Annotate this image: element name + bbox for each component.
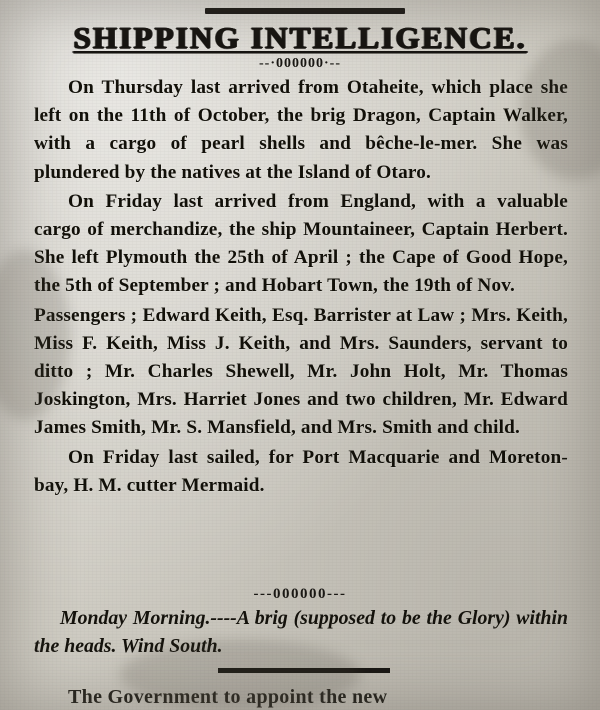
paragraph-mountaineer: On Friday last arrived from England, with a valuable cargo of merchandize, the ship Mountaineer, Captain Herbert. She left Plymouth the 25th of April ; the Cape of Good Hope, the 5th of September ; and Hobart Town, the 19th of Nov. — [34, 190, 568, 297]
paragraph-dragon: On Thursday last arrived from Otaheite, which place she left on the 11th of October, the brig Dragon, Captain Walker, with a cargo of pearl shells and bêche-le-mer. She was plundered by the natives at the Island of Otaro. — [34, 77, 568, 183]
bottom-divider-rule — [218, 668, 390, 673]
ornament-top: --·000000·-- — [259, 56, 341, 71]
closing-note-text: Monday Morning.----A brig (supposed to be the Glory) within the heads. Wind South. — [34, 607, 568, 657]
ornament-bottom: ---000000--- — [253, 586, 347, 602]
top-divider-rule — [205, 8, 405, 14]
closing-note — [34, 604, 568, 660]
paragraph-mermaid: On Friday last sailed, for Port Macquarie and Moreton-bay, H. M. cutter Mermaid. — [34, 446, 568, 496]
next-article-cut-line: The Government to appoint the new — [68, 686, 388, 708]
article-body — [34, 74, 568, 500]
page-title-text: SHIPPING INTELLIGENCE. — [73, 20, 527, 55]
paragraph-passengers: Passengers ; Edward Keith, Esq. Barrister at Law ; Mrs. Keith, Miss F. Keith, Miss J. Keith, and Mrs. Saunders, servant to ditto ; Mr. Charles Shewell, Mr. John Holt, Mr. Thomas Joskington, Mrs. Harriet Jones and two children, Mr. Edward James Smith, Mr. S. Mansfield, and Mrs. Smith and child. — [34, 304, 568, 439]
page-title — [36, 22, 564, 55]
